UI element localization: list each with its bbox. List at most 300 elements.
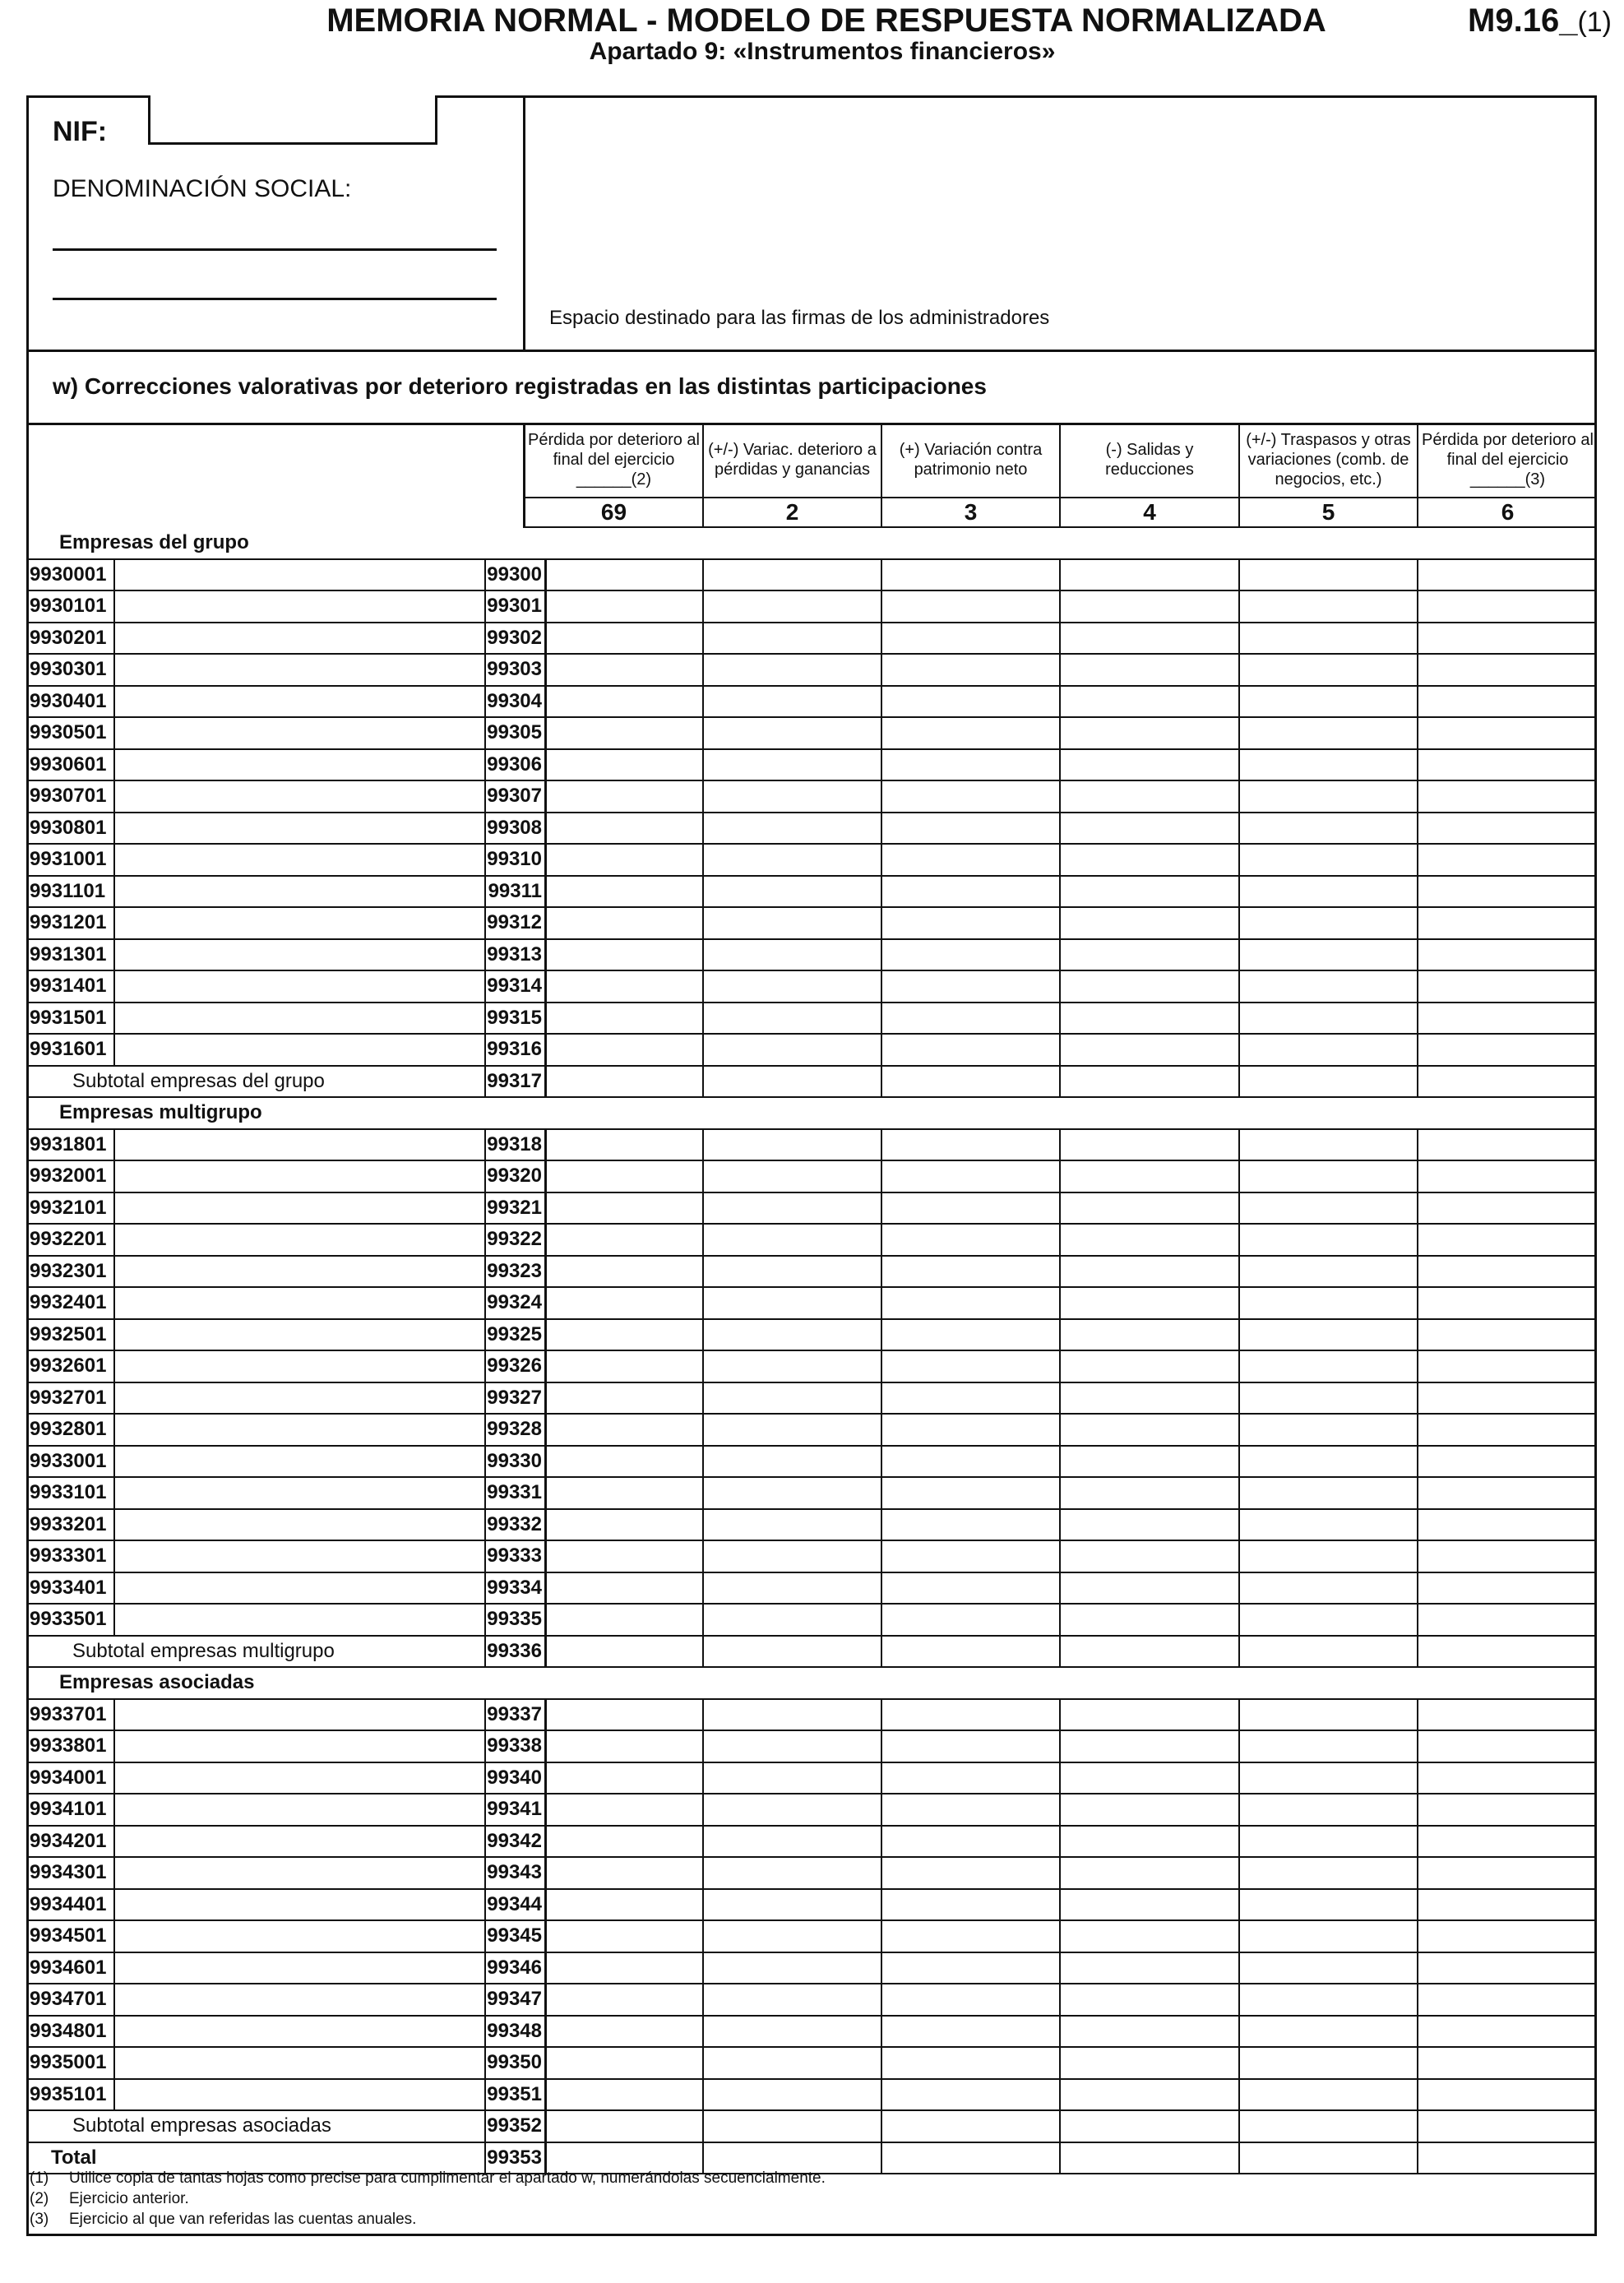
value-cell-col-4[interactable] [1061,1193,1240,1224]
company-name-input[interactable] [115,908,486,938]
value-cell-col-4[interactable] [1061,655,1240,685]
value-cell-col-2[interactable] [704,813,882,844]
value-cell-col-2[interactable] [704,845,882,875]
company-name-input[interactable] [115,655,486,685]
value-cell-col-2[interactable] [704,1700,882,1730]
value-cell-col-5[interactable] [1240,1637,1418,1667]
value-cell-col-4[interactable] [1061,1953,1240,1984]
value-cell-col-6[interactable] [1418,1700,1597,1730]
value-cell-col-6[interactable] [1418,655,1597,685]
value-cell-col-3[interactable] [882,687,1061,717]
value-cell-col-1[interactable] [525,1351,704,1382]
value-cell-col-1[interactable] [525,845,704,875]
company-name-input[interactable] [115,877,486,907]
company-name-input[interactable] [115,1763,486,1794]
value-cell-col-1[interactable] [525,1858,704,1888]
company-name-input[interactable] [115,1478,486,1508]
value-cell-col-4[interactable] [1061,560,1240,590]
value-cell-col-2[interactable] [704,1605,882,1635]
value-cell-col-5[interactable] [1240,2143,1418,2174]
value-cell-col-5[interactable] [1240,1858,1418,1888]
value-cell-col-1[interactable] [525,560,704,590]
company-name-input[interactable] [115,560,486,590]
value-cell-col-2[interactable] [704,2080,882,2110]
value-cell-col-3[interactable] [882,877,1061,907]
value-cell-col-5[interactable] [1240,971,1418,1002]
value-cell-col-2[interactable] [704,1637,882,1667]
value-cell-col-6[interactable] [1418,718,1597,748]
company-name-input[interactable] [115,1447,486,1477]
value-cell-col-2[interactable] [704,1447,882,1477]
company-name-input[interactable] [115,1003,486,1034]
company-name-input[interactable] [115,1130,486,1160]
value-cell-col-3[interactable] [882,1953,1061,1984]
value-cell-col-5[interactable] [1240,1605,1418,1635]
company-name-input[interactable] [115,1794,486,1825]
value-cell-col-1[interactable] [525,877,704,907]
value-cell-col-1[interactable] [525,1161,704,1192]
value-cell-col-2[interactable] [704,1351,882,1382]
value-cell-col-5[interactable] [1240,591,1418,622]
value-cell-col-2[interactable] [704,1510,882,1540]
value-cell-col-6[interactable] [1418,1984,1597,2015]
value-cell-col-2[interactable] [704,1067,882,1097]
value-cell-col-4[interactable] [1061,1130,1240,1160]
value-cell-col-2[interactable] [704,718,882,748]
value-cell-col-4[interactable] [1061,1383,1240,1414]
value-cell-col-6[interactable] [1418,1257,1597,1287]
value-cell-col-1[interactable] [525,2111,704,2142]
value-cell-col-3[interactable] [882,2143,1061,2174]
value-cell-col-1[interactable] [525,623,704,654]
company-name-input[interactable] [115,1858,486,1888]
value-cell-col-1[interactable] [525,1225,704,1255]
value-cell-col-3[interactable] [882,1067,1061,1097]
value-cell-col-4[interactable] [1061,1573,1240,1604]
value-cell-col-6[interactable] [1418,971,1597,1002]
company-name-input[interactable] [115,1890,486,1920]
company-name-input[interactable] [115,1383,486,1414]
value-cell-col-3[interactable] [882,1415,1061,1445]
value-cell-col-1[interactable] [525,1415,704,1445]
value-cell-col-1[interactable] [525,1921,704,1952]
value-cell-col-2[interactable] [704,1003,882,1034]
value-cell-col-5[interactable] [1240,1953,1418,1984]
value-cell-col-3[interactable] [882,2048,1061,2078]
value-cell-col-5[interactable] [1240,718,1418,748]
value-cell-col-2[interactable] [704,1415,882,1445]
value-cell-col-6[interactable] [1418,2017,1597,2047]
value-cell-col-6[interactable] [1418,1225,1597,1255]
value-cell-col-2[interactable] [704,1858,882,1888]
value-cell-col-6[interactable] [1418,1827,1597,1857]
denominacion-line-1[interactable] [53,248,497,251]
value-cell-col-4[interactable] [1061,1731,1240,1762]
value-cell-col-3[interactable] [882,1541,1061,1572]
value-cell-col-3[interactable] [882,1383,1061,1414]
value-cell-col-4[interactable] [1061,971,1240,1002]
value-cell-col-2[interactable] [704,687,882,717]
value-cell-col-5[interactable] [1240,1161,1418,1192]
value-cell-col-3[interactable] [882,1921,1061,1952]
value-cell-col-6[interactable] [1418,1035,1597,1065]
value-cell-col-6[interactable] [1418,1130,1597,1160]
value-cell-col-2[interactable] [704,1984,882,2015]
value-cell-col-1[interactable] [525,591,704,622]
value-cell-col-5[interactable] [1240,2111,1418,2142]
value-cell-col-4[interactable] [1061,1510,1240,1540]
company-name-input[interactable] [115,1257,486,1287]
value-cell-col-3[interactable] [882,591,1061,622]
value-cell-col-5[interactable] [1240,908,1418,938]
value-cell-col-2[interactable] [704,1225,882,1255]
company-name-input[interactable] [115,591,486,622]
value-cell-col-5[interactable] [1240,1890,1418,1920]
value-cell-col-5[interactable] [1240,1003,1418,1034]
value-cell-col-6[interactable] [1418,2080,1597,2110]
value-cell-col-6[interactable] [1418,1478,1597,1508]
value-cell-col-6[interactable] [1418,591,1597,622]
value-cell-col-4[interactable] [1061,623,1240,654]
value-cell-col-5[interactable] [1240,750,1418,780]
company-name-input[interactable] [115,1605,486,1635]
value-cell-col-4[interactable] [1061,1067,1240,1097]
value-cell-col-4[interactable] [1061,1320,1240,1350]
company-name-input[interactable] [115,2017,486,2047]
value-cell-col-2[interactable] [704,940,882,970]
value-cell-col-2[interactable] [704,560,882,590]
value-cell-col-6[interactable] [1418,1731,1597,1762]
value-cell-col-2[interactable] [704,1731,882,1762]
company-name-input[interactable] [115,1984,486,2015]
value-cell-col-1[interactable] [525,2048,704,2078]
value-cell-col-4[interactable] [1061,781,1240,812]
company-name-input[interactable] [115,1035,486,1065]
value-cell-col-6[interactable] [1418,1320,1597,1350]
value-cell-col-4[interactable] [1061,591,1240,622]
value-cell-col-5[interactable] [1240,1541,1418,1572]
value-cell-col-2[interactable] [704,655,882,685]
value-cell-col-3[interactable] [882,1225,1061,1255]
value-cell-col-1[interactable] [525,1794,704,1825]
value-cell-col-1[interactable] [525,1067,704,1097]
value-cell-col-3[interactable] [882,1637,1061,1667]
value-cell-col-2[interactable] [704,1383,882,1414]
value-cell-col-2[interactable] [704,1161,882,1192]
value-cell-col-3[interactable] [882,1447,1061,1477]
value-cell-col-1[interactable] [525,687,704,717]
value-cell-col-4[interactable] [1061,1890,1240,1920]
value-cell-col-4[interactable] [1061,1827,1240,1857]
value-cell-col-4[interactable] [1061,1541,1240,1572]
value-cell-col-6[interactable] [1418,1921,1597,1952]
value-cell-col-4[interactable] [1061,2080,1240,2110]
value-cell-col-5[interactable] [1240,1700,1418,1730]
value-cell-col-1[interactable] [525,1288,704,1318]
value-cell-col-4[interactable] [1061,877,1240,907]
company-name-input[interactable] [115,1510,486,1540]
value-cell-col-4[interactable] [1061,845,1240,875]
value-cell-col-3[interactable] [882,2080,1061,2110]
value-cell-col-2[interactable] [704,1193,882,1224]
value-cell-col-3[interactable] [882,1858,1061,1888]
value-cell-col-4[interactable] [1061,908,1240,938]
value-cell-col-6[interactable] [1418,1953,1597,1984]
value-cell-col-4[interactable] [1061,813,1240,844]
value-cell-col-6[interactable] [1418,845,1597,875]
company-name-input[interactable] [115,2080,486,2110]
value-cell-col-1[interactable] [525,1541,704,1572]
value-cell-col-6[interactable] [1418,1067,1597,1097]
value-cell-col-2[interactable] [704,623,882,654]
value-cell-col-5[interactable] [1240,877,1418,907]
value-cell-col-5[interactable] [1240,1731,1418,1762]
value-cell-col-6[interactable] [1418,877,1597,907]
value-cell-col-3[interactable] [882,781,1061,812]
value-cell-col-2[interactable] [704,1573,882,1604]
value-cell-col-5[interactable] [1240,1984,1418,2015]
value-cell-col-4[interactable] [1061,1415,1240,1445]
value-cell-col-5[interactable] [1240,1447,1418,1477]
value-cell-col-3[interactable] [882,1478,1061,1508]
value-cell-col-4[interactable] [1061,1003,1240,1034]
value-cell-col-5[interactable] [1240,1763,1418,1794]
value-cell-col-6[interactable] [1418,1447,1597,1477]
value-cell-col-5[interactable] [1240,687,1418,717]
value-cell-col-2[interactable] [704,1035,882,1065]
value-cell-col-3[interactable] [882,940,1061,970]
value-cell-col-6[interactable] [1418,908,1597,938]
value-cell-col-3[interactable] [882,1257,1061,1287]
value-cell-col-3[interactable] [882,1827,1061,1857]
value-cell-col-3[interactable] [882,2111,1061,2142]
value-cell-col-6[interactable] [1418,687,1597,717]
value-cell-col-3[interactable] [882,1794,1061,1825]
value-cell-col-5[interactable] [1240,2048,1418,2078]
value-cell-col-5[interactable] [1240,1415,1418,1445]
value-cell-col-1[interactable] [525,1731,704,1762]
company-name-input[interactable] [115,1541,486,1572]
value-cell-col-1[interactable] [525,1510,704,1540]
company-name-input[interactable] [115,1573,486,1604]
value-cell-col-5[interactable] [1240,2080,1418,2110]
value-cell-col-3[interactable] [882,718,1061,748]
company-name-input[interactable] [115,1320,486,1350]
value-cell-col-6[interactable] [1418,1794,1597,1825]
value-cell-col-4[interactable] [1061,1351,1240,1382]
value-cell-col-1[interactable] [525,1478,704,1508]
value-cell-col-6[interactable] [1418,813,1597,844]
value-cell-col-4[interactable] [1061,1763,1240,1794]
company-name-input[interactable] [115,1731,486,1762]
value-cell-col-3[interactable] [882,1605,1061,1635]
value-cell-col-3[interactable] [882,1573,1061,1604]
value-cell-col-4[interactable] [1061,1257,1240,1287]
value-cell-col-6[interactable] [1418,1541,1597,1572]
value-cell-col-1[interactable] [525,1383,704,1414]
value-cell-col-4[interactable] [1061,1794,1240,1825]
company-name-input[interactable] [115,1415,486,1445]
company-name-input[interactable] [115,1921,486,1952]
value-cell-col-5[interactable] [1240,813,1418,844]
value-cell-col-5[interactable] [1240,1193,1418,1224]
value-cell-col-6[interactable] [1418,1510,1597,1540]
value-cell-col-5[interactable] [1240,1794,1418,1825]
value-cell-col-2[interactable] [704,1478,882,1508]
company-name-input[interactable] [115,2048,486,2078]
value-cell-col-1[interactable] [525,1447,704,1477]
value-cell-col-3[interactable] [882,1700,1061,1730]
value-cell-col-6[interactable] [1418,1637,1597,1667]
value-cell-col-5[interactable] [1240,655,1418,685]
value-cell-col-6[interactable] [1418,1161,1597,1192]
value-cell-col-4[interactable] [1061,1921,1240,1952]
value-cell-col-5[interactable] [1240,1035,1418,1065]
value-cell-col-6[interactable] [1418,1003,1597,1034]
value-cell-col-1[interactable] [525,971,704,1002]
value-cell-col-1[interactable] [525,781,704,812]
value-cell-col-2[interactable] [704,1953,882,1984]
value-cell-col-3[interactable] [882,1161,1061,1192]
value-cell-col-3[interactable] [882,1984,1061,2015]
company-name-input[interactable] [115,1161,486,1192]
value-cell-col-6[interactable] [1418,1193,1597,1224]
value-cell-col-4[interactable] [1061,718,1240,748]
value-cell-col-3[interactable] [882,1890,1061,1920]
value-cell-col-5[interactable] [1240,1288,1418,1318]
value-cell-col-3[interactable] [882,971,1061,1002]
value-cell-col-1[interactable] [525,1700,704,1730]
value-cell-col-5[interactable] [1240,1225,1418,1255]
value-cell-col-2[interactable] [704,1921,882,1952]
value-cell-col-2[interactable] [704,1763,882,1794]
value-cell-col-4[interactable] [1061,687,1240,717]
value-cell-col-3[interactable] [882,655,1061,685]
value-cell-col-3[interactable] [882,1320,1061,1350]
value-cell-col-3[interactable] [882,1731,1061,1762]
company-name-input[interactable] [115,623,486,654]
company-name-input[interactable] [115,687,486,717]
value-cell-col-1[interactable] [525,2080,704,2110]
value-cell-col-6[interactable] [1418,623,1597,654]
value-cell-col-3[interactable] [882,1130,1061,1160]
value-cell-col-6[interactable] [1418,2048,1597,2078]
value-cell-col-3[interactable] [882,1763,1061,1794]
value-cell-col-2[interactable] [704,1541,882,1572]
value-cell-col-4[interactable] [1061,1700,1240,1730]
value-cell-col-2[interactable] [704,1130,882,1160]
value-cell-col-6[interactable] [1418,750,1597,780]
company-name-input[interactable] [115,813,486,844]
value-cell-col-5[interactable] [1240,1510,1418,1540]
company-name-input[interactable] [115,781,486,812]
value-cell-col-4[interactable] [1061,1035,1240,1065]
value-cell-col-5[interactable] [1240,2017,1418,2047]
value-cell-col-1[interactable] [525,1637,704,1667]
value-cell-col-1[interactable] [525,1827,704,1857]
value-cell-col-5[interactable] [1240,1257,1418,1287]
value-cell-col-6[interactable] [1418,1763,1597,1794]
company-name-input[interactable] [115,1225,486,1255]
value-cell-col-1[interactable] [525,1605,704,1635]
value-cell-col-4[interactable] [1061,2048,1240,2078]
company-name-input[interactable] [115,1700,486,1730]
value-cell-col-6[interactable] [1418,940,1597,970]
company-name-input[interactable] [115,845,486,875]
value-cell-col-3[interactable] [882,845,1061,875]
value-cell-col-3[interactable] [882,1351,1061,1382]
value-cell-col-1[interactable] [525,1984,704,2015]
value-cell-col-4[interactable] [1061,1605,1240,1635]
value-cell-col-2[interactable] [704,591,882,622]
value-cell-col-1[interactable] [525,1320,704,1350]
value-cell-col-5[interactable] [1240,940,1418,970]
value-cell-col-5[interactable] [1240,560,1418,590]
value-cell-col-2[interactable] [704,1827,882,1857]
value-cell-col-3[interactable] [882,560,1061,590]
value-cell-col-1[interactable] [525,1763,704,1794]
value-cell-col-2[interactable] [704,2111,882,2142]
value-cell-col-4[interactable] [1061,1637,1240,1667]
company-name-input[interactable] [115,718,486,748]
value-cell-col-4[interactable] [1061,1447,1240,1477]
value-cell-col-5[interactable] [1240,1067,1418,1097]
value-cell-col-1[interactable] [525,1573,704,1604]
value-cell-col-3[interactable] [882,908,1061,938]
value-cell-col-4[interactable] [1061,1288,1240,1318]
value-cell-col-1[interactable] [525,1003,704,1034]
value-cell-col-5[interactable] [1240,1573,1418,1604]
company-name-input[interactable] [115,750,486,780]
denominacion-line-2[interactable] [53,298,497,300]
value-cell-col-1[interactable] [525,2017,704,2047]
value-cell-col-3[interactable] [882,2017,1061,2047]
value-cell-col-6[interactable] [1418,1383,1597,1414]
value-cell-col-2[interactable] [704,1288,882,1318]
value-cell-col-6[interactable] [1418,1573,1597,1604]
value-cell-col-3[interactable] [882,1193,1061,1224]
value-cell-col-1[interactable] [525,1257,704,1287]
company-name-input[interactable] [115,1827,486,1857]
value-cell-col-1[interactable] [525,1953,704,1984]
value-cell-col-4[interactable] [1061,2111,1240,2142]
company-name-input[interactable] [115,1953,486,1984]
value-cell-col-3[interactable] [882,1035,1061,1065]
value-cell-col-2[interactable] [704,1794,882,1825]
company-name-input[interactable] [115,1288,486,1318]
value-cell-col-2[interactable] [704,2017,882,2047]
value-cell-col-4[interactable] [1061,1478,1240,1508]
value-cell-col-5[interactable] [1240,1351,1418,1382]
nif-input[interactable] [148,95,437,145]
value-cell-col-1[interactable] [525,940,704,970]
value-cell-col-1[interactable] [525,813,704,844]
value-cell-col-6[interactable] [1418,1288,1597,1318]
value-cell-col-6[interactable] [1418,2143,1597,2174]
value-cell-col-2[interactable] [704,971,882,1002]
company-name-input[interactable] [115,971,486,1002]
value-cell-col-5[interactable] [1240,781,1418,812]
value-cell-col-4[interactable] [1061,940,1240,970]
value-cell-col-2[interactable] [704,1257,882,1287]
value-cell-col-6[interactable] [1418,1858,1597,1888]
value-cell-col-6[interactable] [1418,781,1597,812]
value-cell-col-3[interactable] [882,623,1061,654]
company-name-input[interactable] [115,1351,486,1382]
value-cell-col-1[interactable] [525,1890,704,1920]
value-cell-col-6[interactable] [1418,1415,1597,1445]
value-cell-col-5[interactable] [1240,623,1418,654]
